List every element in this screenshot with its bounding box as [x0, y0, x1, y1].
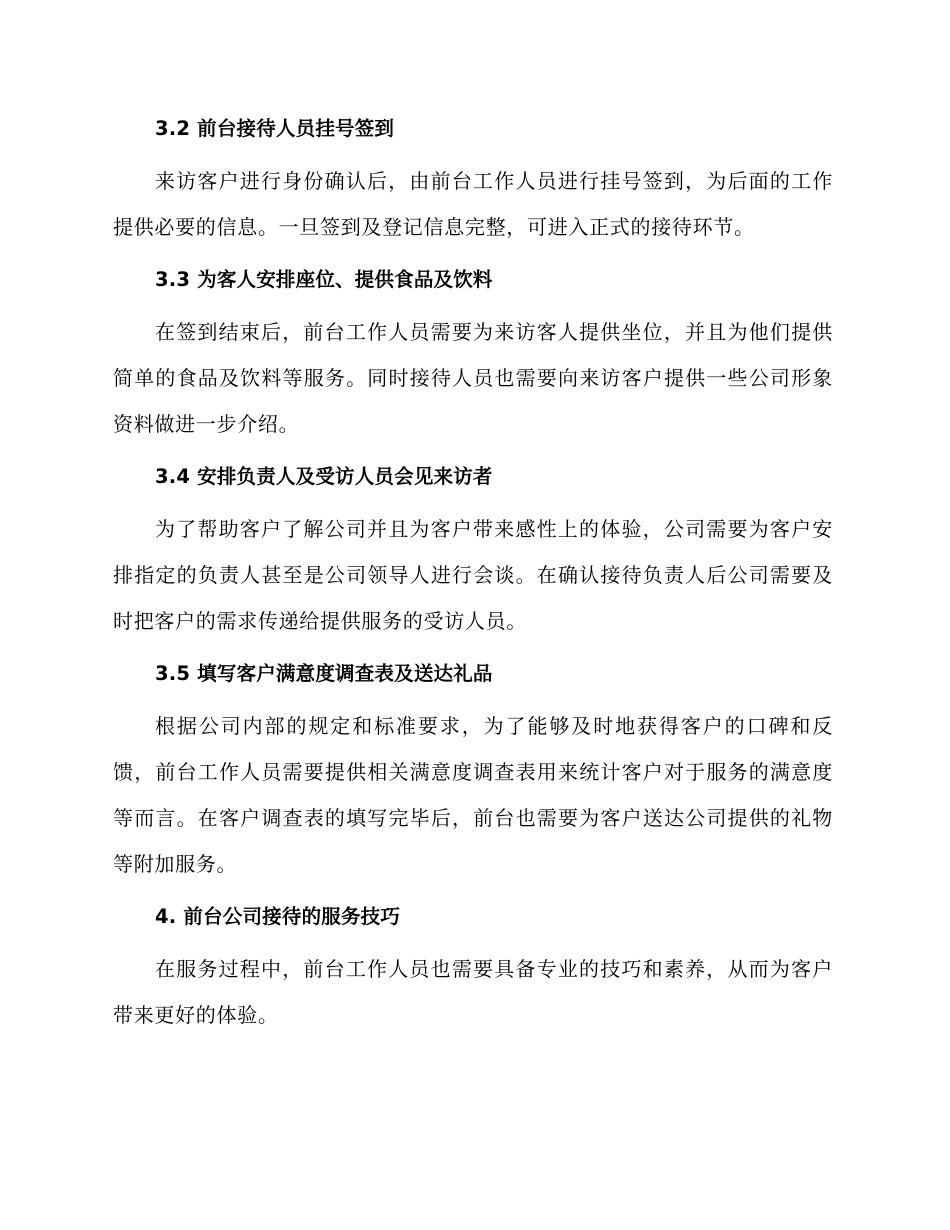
section-paragraph-3-3: 在签到结束后，前台工作人员需要为来访客人提供坐位，并且为他们提供简单的食品及饮料等服务。同时接待人员也需要向来访客户提供一些公司形象资料做进一步介绍。 [113, 320, 833, 436]
section-paragraph-3-5: 根据公司内部的规定和标准要求，为了能够及时地获得客户的口碑和反馈，前台工作人员需要提供相关满意度调查表用来统计客户对于服务的满意度等而言。在客户调查表的填写完毕后，前台也需要为客户送达公司提供的礼物等附加服务。 [113, 714, 833, 876]
section-paragraph-3-4: 为了帮助客户了解公司并且为客户带来感性上的体验，公司需要为客户安排指定的负责人甚至是公司领导人进行会谈。在确认接待负责人后公司需要及时把客户的需求传递给提供服务的受访人员。 [113, 517, 833, 633]
section-heading-3-2: 3.2 前台接待人员挂号签到 [155, 117, 395, 140]
document-body [113, 109, 833, 1038]
section-heading-4: 4. 前台公司接待的服务技巧 [155, 905, 401, 928]
section-heading-3-3: 3.3 为客人安排座位、提供食品及饮料 [155, 268, 493, 291]
section-heading-3-4: 3.4 安排负责人及受访人员会见来访者 [155, 465, 493, 488]
section-paragraph-3-2: 来访客户进行身份确认后，由前台工作人员进行挂号签到，为后面的工作提供必要的信息。一旦签到及登记信息完整，可进入正式的接待环节。 [113, 169, 833, 239]
section-paragraph-4: 在服务过程中，前台工作人员也需要具备专业的技巧和素养，从而为客户带来更好的体验。 [113, 957, 833, 1027]
section-heading-3-5: 3.5 填写客户满意度调查表及送达礼品 [155, 662, 493, 685]
